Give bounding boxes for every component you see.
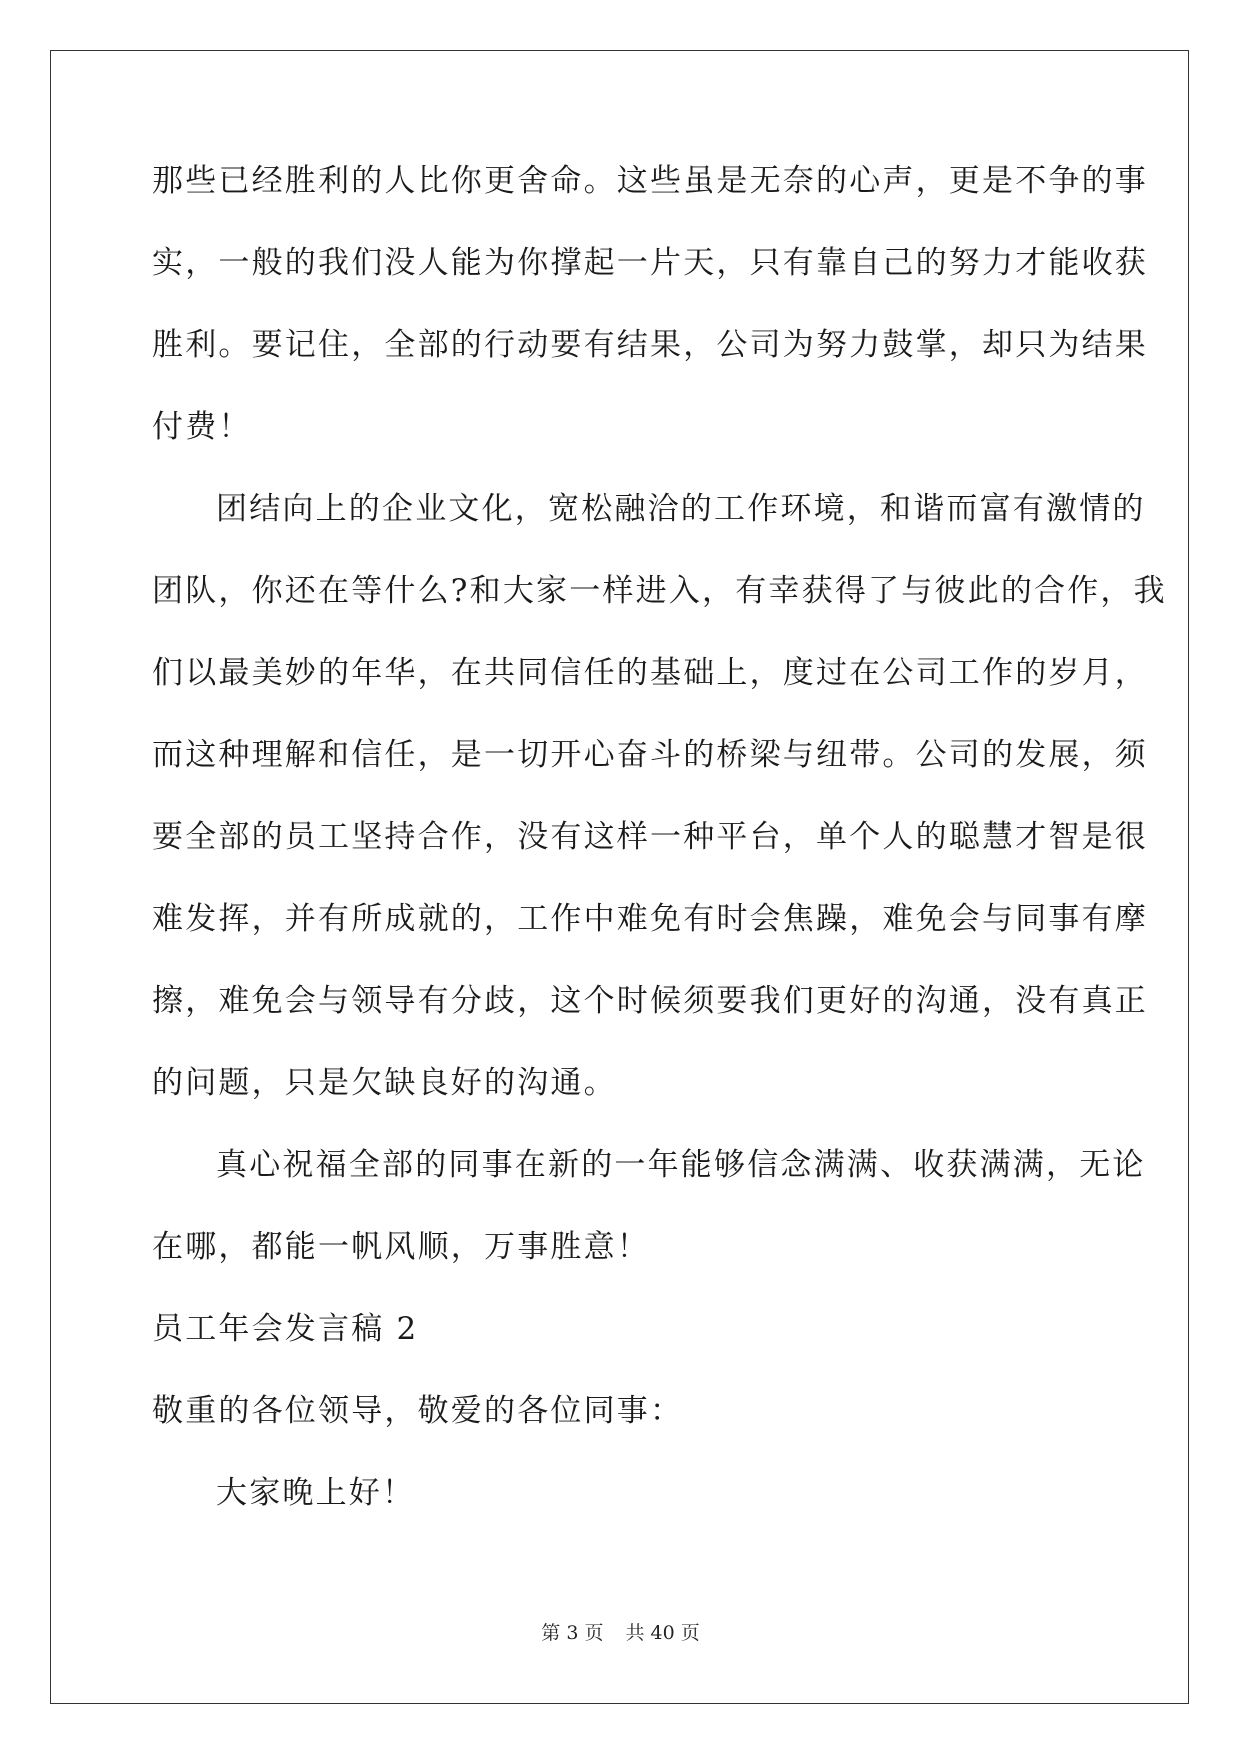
greeting: 大家晚上好！ (216, 1475, 416, 1511)
text-line: 在哪，都能一帆风顺，万事胜意！ (152, 1229, 650, 1265)
text-line: 实，一般的我们没人能为你撑起一片天，只有靠自己的努力才能收获 (152, 245, 1148, 281)
page-total: 共 40 页 (625, 1622, 700, 1644)
page-footer (0, 1618, 1241, 1645)
text-line: 那些已经胜利的人比你更舍命。这些虽是无奈的心声，更是不争的事 (152, 163, 1148, 199)
text-line: 的问题，只是欠缺良好的沟通。 (152, 1065, 617, 1101)
text-line: 们以最美妙的年华，在共同信任的基础上，度过在公司工作的岁月， (152, 655, 1148, 691)
text-line: 难发挥，并有所成就的，工作中难免有时会焦躁，难免会与同事有摩 (152, 901, 1148, 937)
text-line: 要全部的员工坚持合作，没有这样一种平台，单个人的聪慧才智是很 (152, 819, 1148, 855)
paragraph-start-line: 真心祝福全部的同事在新的一年能够信念满满、收获满满，无论 (216, 1147, 1146, 1183)
text-line: 而这种理解和信任，是一切开心奋斗的桥梁与纽带。公司的发展，须 (152, 737, 1148, 773)
text-line: 团队，你还在等什么?和大家一样进入，有幸获得了与彼此的合作，我 (152, 573, 1167, 609)
page-number: 第 3 页 (541, 1622, 604, 1644)
document-body (152, 160, 1167, 1554)
text-line: 擦，难免会与领导有分歧，这个时候须要我们更好的沟通，没有真正 (152, 983, 1148, 1019)
text-line: 付费！ (152, 409, 252, 445)
paragraph-start-line: 团结向上的企业文化，宽松融洽的工作环境，和谐而富有激情的 (216, 491, 1146, 527)
section-heading: 员工年会发言稿 2 (152, 1311, 419, 1347)
salutation: 敬重的各位领导，敬爱的各位同事： (152, 1393, 684, 1429)
text-line: 胜利。要记住，全部的行动要有结果，公司为努力鼓掌，却只为结果 (152, 327, 1148, 363)
